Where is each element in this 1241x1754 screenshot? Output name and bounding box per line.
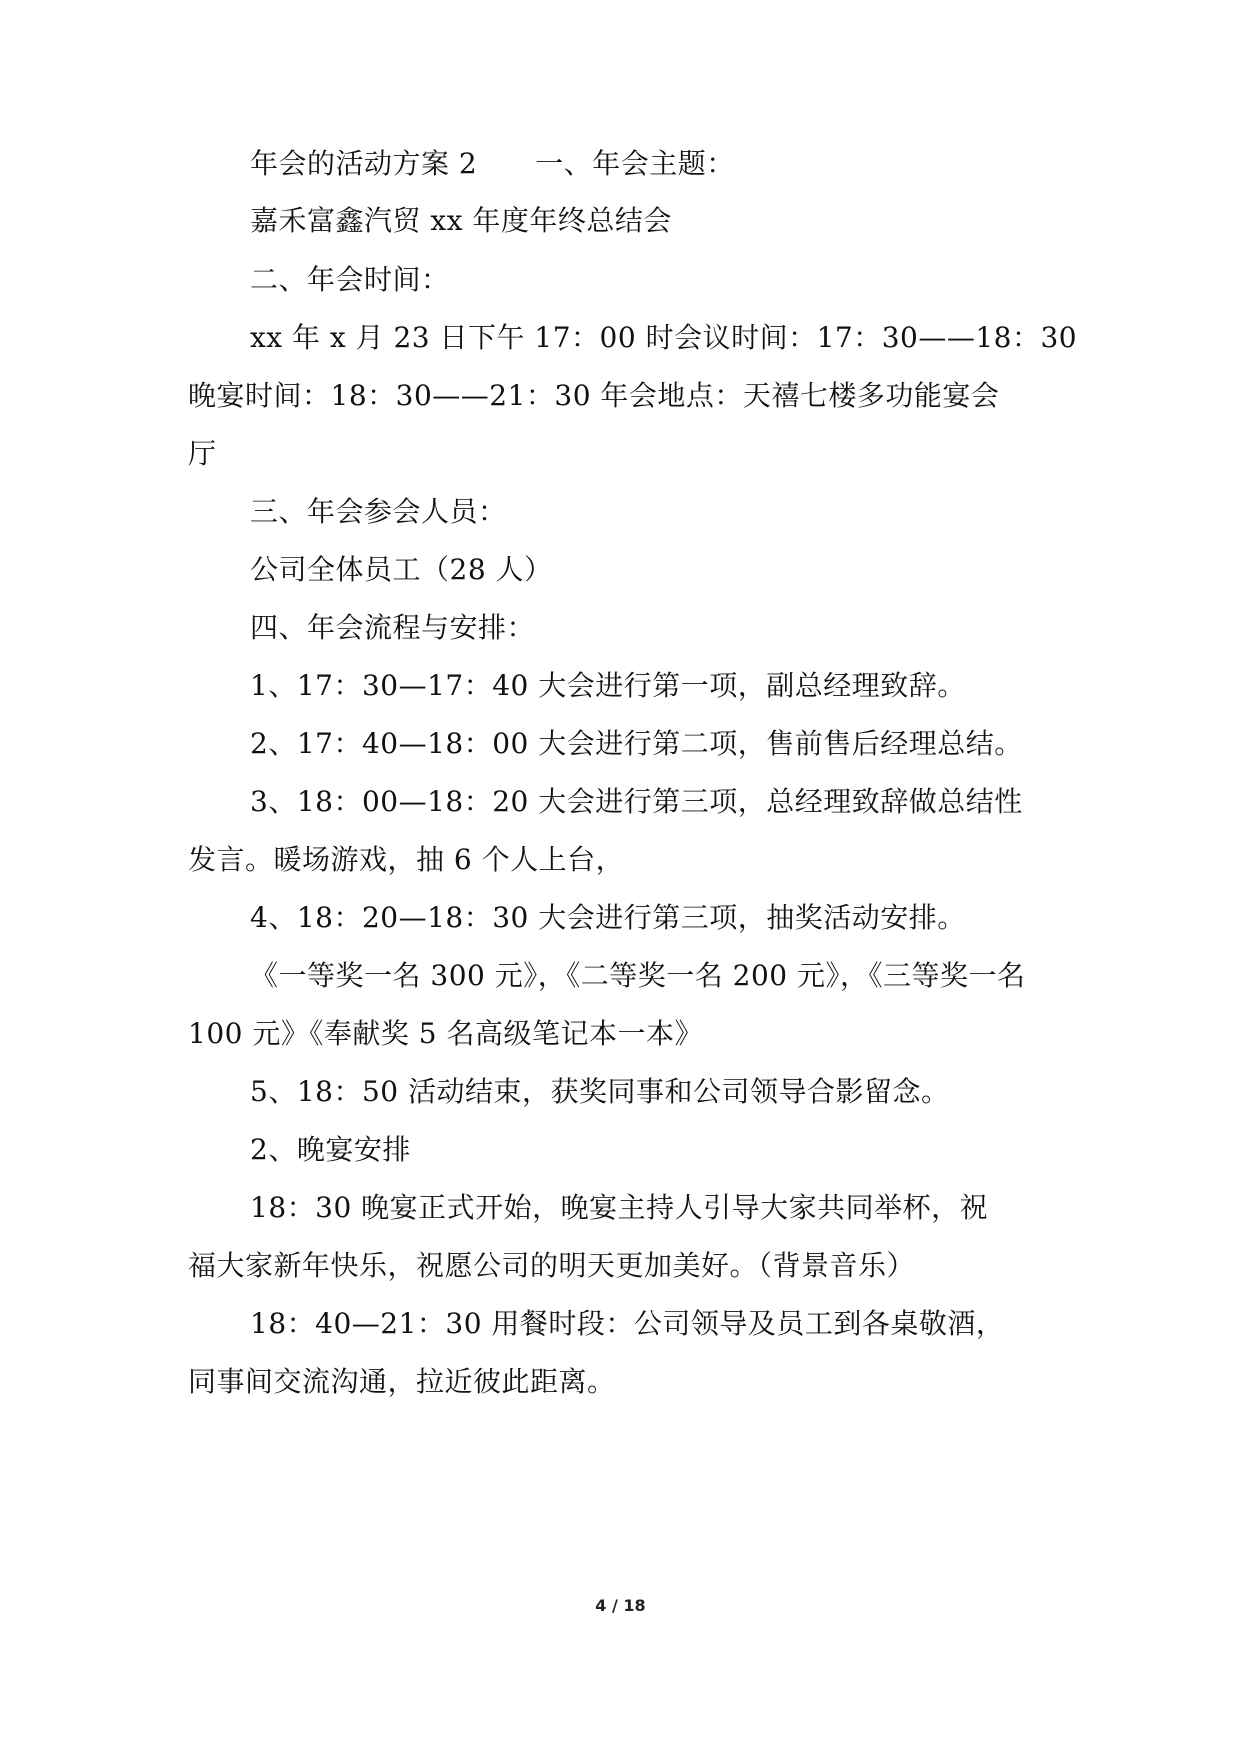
text-line: 公司全体员工（28 人）: [250, 553, 553, 586]
text-line: 晚宴时间：18：30——21：30 年会地点：天禧七楼多功能宴会: [188, 379, 1000, 412]
text-line: 福大家新年快乐，祝愿公司的明天更加美好。（背景音乐）: [188, 1249, 916, 1282]
list-item: 2、17：40—18：00 大会进行第二项，售前售后经理总结。: [250, 727, 1023, 760]
text-line: 同事间交流沟通，拉近彼此距离。: [188, 1365, 616, 1398]
list-item: 1、17：30—17：40 大会进行第一项，副总经理致辞。: [250, 669, 966, 702]
text-line: [250, 144, 735, 184]
list-item: 3、18：00—18：20 大会进行第三项，总经理致辞做总结性: [250, 785, 1023, 818]
section-heading: 三、年会参会人员：: [250, 495, 507, 528]
section-heading: 一、年会主题：: [535, 147, 735, 180]
text-line: 《一等奖一名 300 元》，《二等奖一名 200 元》，《三等奖一名: [250, 959, 1026, 992]
text-line: 厅: [188, 437, 217, 470]
list-item: 5、18：50 活动结束，获奖同事和公司领导合影留念。: [250, 1075, 950, 1108]
section-heading: 四、年会流程与安排：: [250, 611, 536, 644]
section-heading: 2、晚宴安排: [250, 1133, 411, 1166]
document-title: 年会的活动方案 2: [250, 147, 478, 180]
text-line: 18：30 晚宴正式开始，晚宴主持人引导大家共同举杯，祝: [250, 1191, 989, 1224]
text-line: xx 年 x 月 23 日下午 17：00 时会议时间：17：30——18：30: [250, 321, 1078, 354]
text-line: 100 元》《奉献奖 5 名高级笔记本一本》: [188, 1017, 703, 1050]
text-line: 嘉禾富鑫汽贸 xx 年度年终总结会: [250, 204, 672, 237]
list-item: 4、18：20—18：30 大会进行第三项，抽奖活动安排。: [250, 901, 966, 934]
text-line: 18：40—21：30 用餐时段：公司领导及员工到各桌敬酒，: [250, 1307, 1005, 1340]
page-number: 4 / 18: [595, 1596, 646, 1615]
text-line: 发言。暖场游戏，抽 6 个人上台，: [188, 843, 625, 876]
section-heading: 二、年会时间：: [250, 263, 450, 296]
